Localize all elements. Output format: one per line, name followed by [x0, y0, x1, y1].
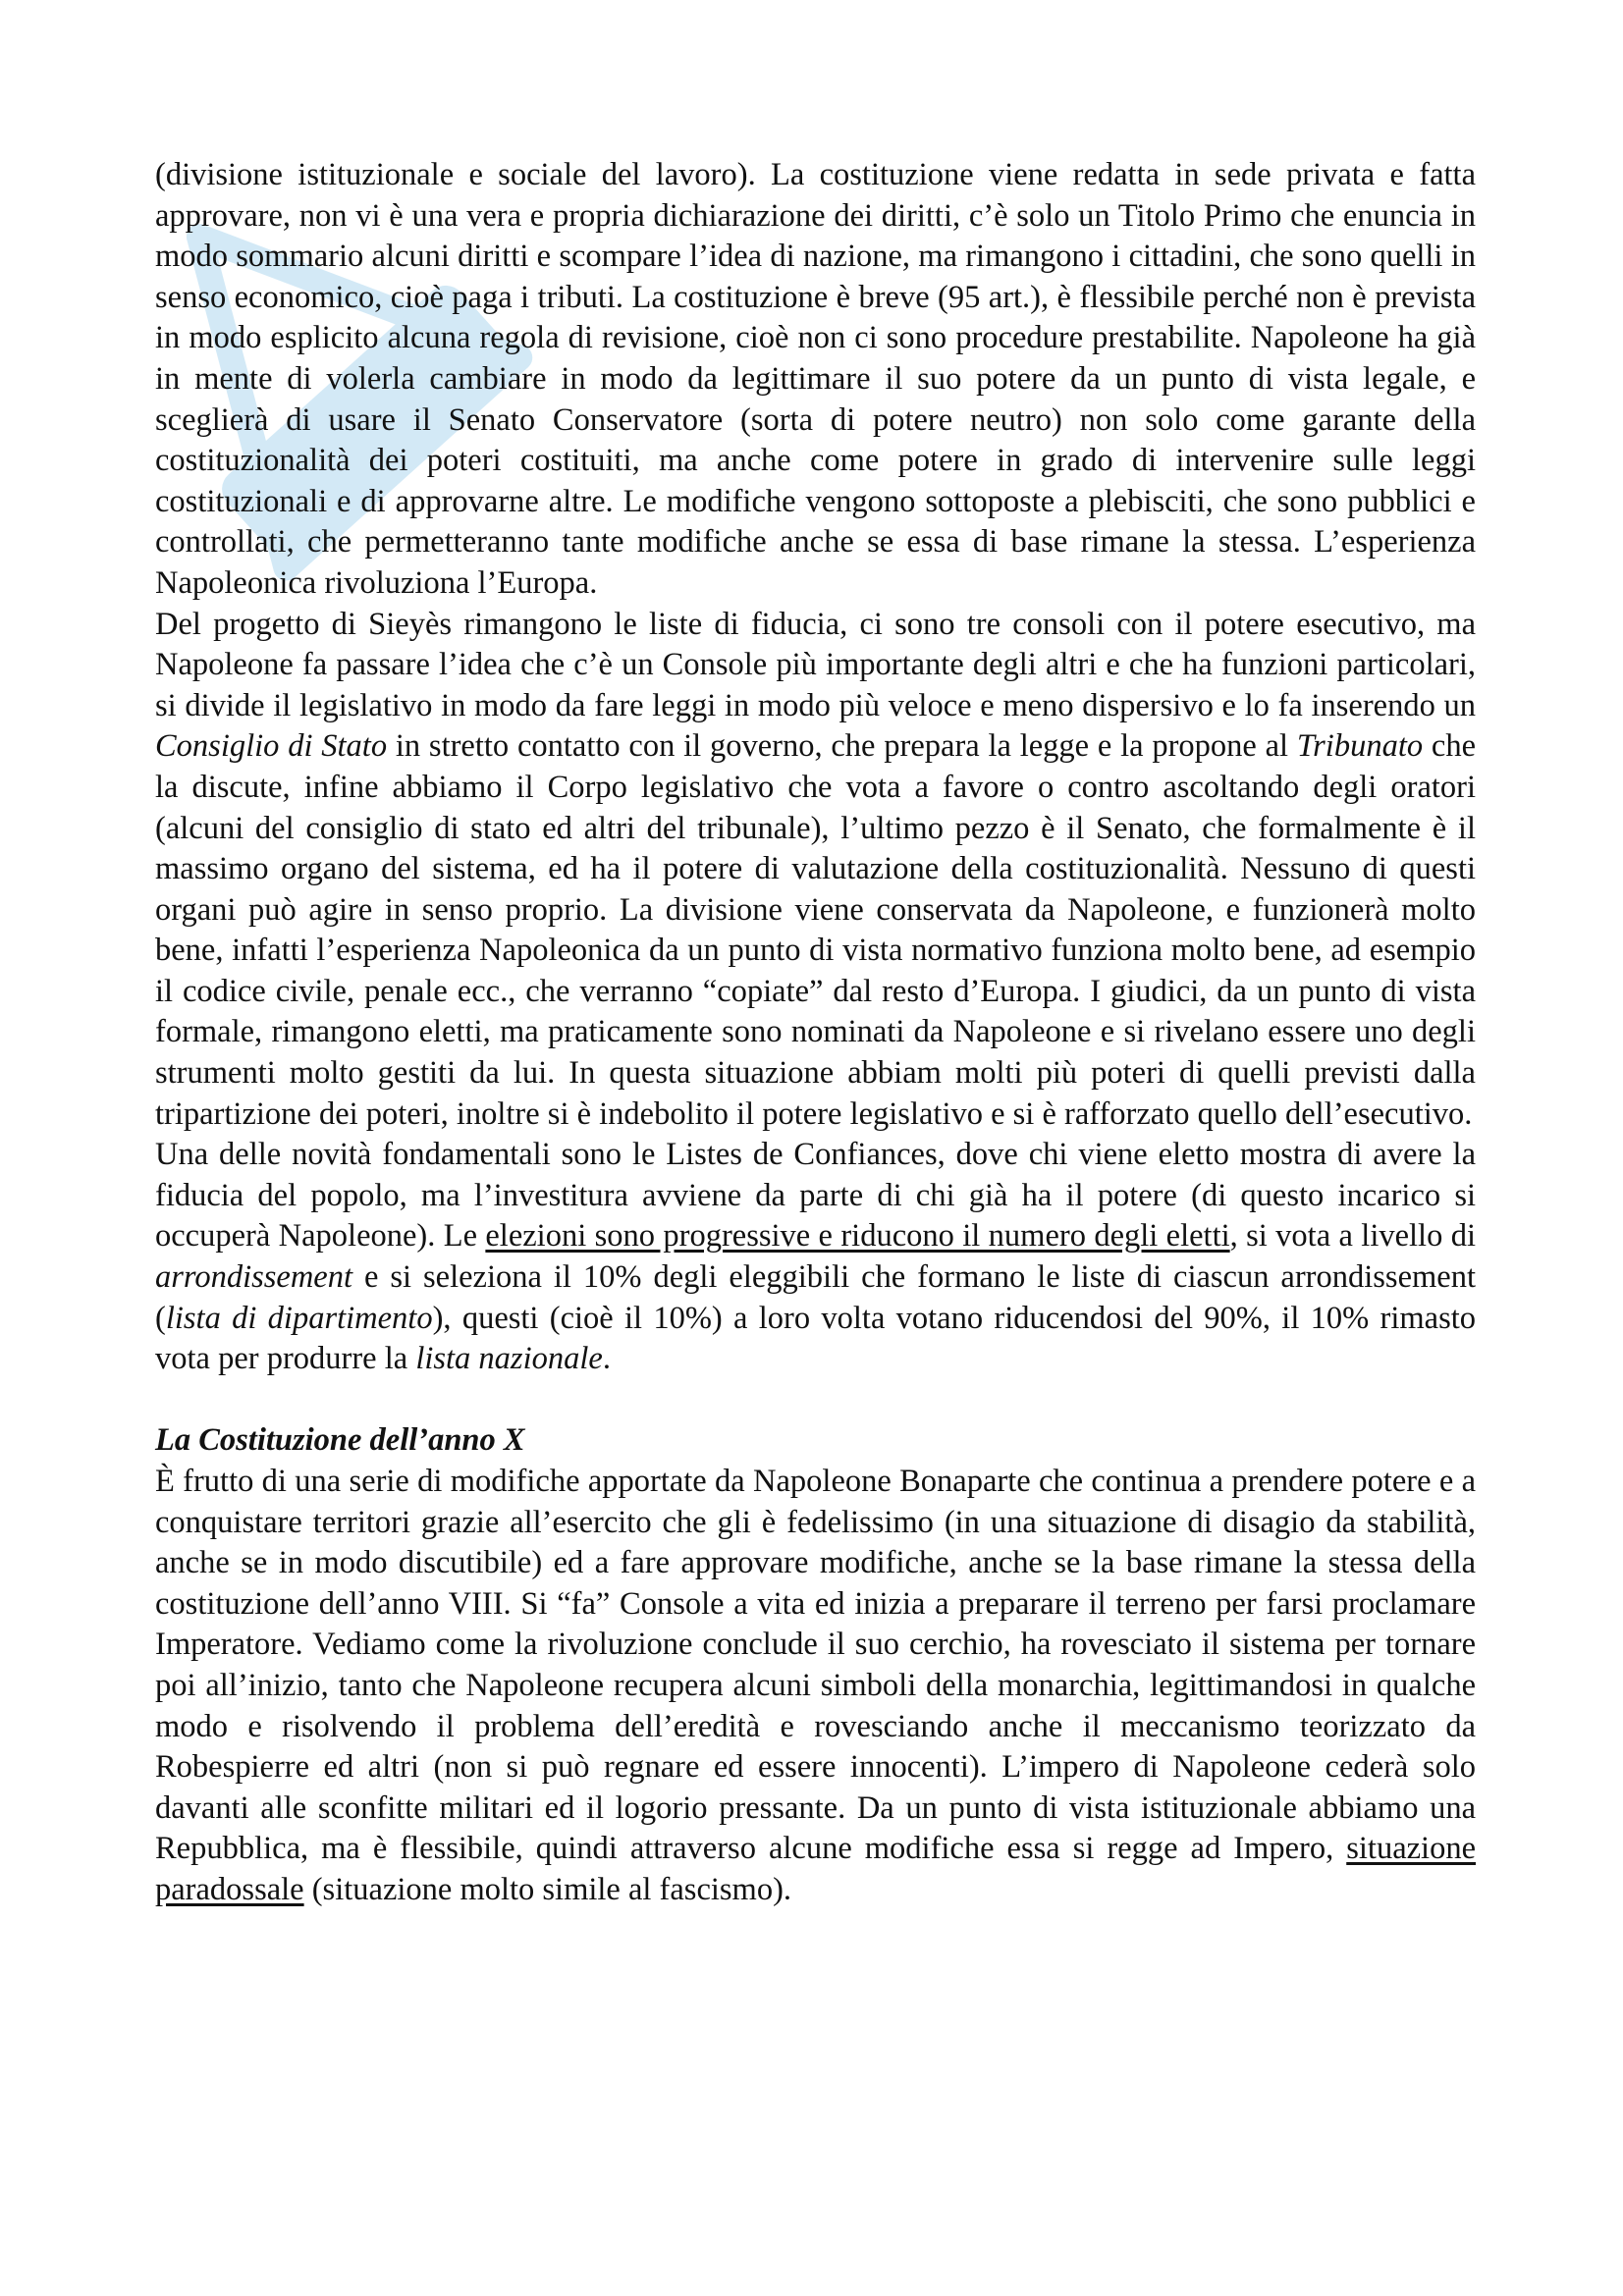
- paragraph-text: che la discute, infine abbiamo il Corpo legislativo che vota a favore o contro ascoltando degli oratori (alcuni del consiglio di stato ed altri del tribunale), l’ultimo pezzo è il Senato, che formalmente è il massimo organo del sistema, ed ha il potere di valutazione della costituzionalità. Nessuno di questi organi può agire in senso proprio. La divisione viene conservata da Napoleone, e funzionerà molto bene, infatti l’esperienza Napoleonica da un punto di vista normativo funziona molto bene, ad esempio il codice civile, penale ecc., che verranno “copiate” dal resto d’Europa. I giudici, da un punto di vista formale, rimangono eletti, ma praticamente sono nominati da Napoleone e si rivelano essere uno degli strumenti molto gestiti da lui. In questa situazione abbiam molti più poteri di quelli previsti dalla tripartizione dei poteri, inoltre si è indebolito il potere legislativo e si è rafforzato quello dell’esecutivo.: [155, 728, 1476, 1132]
- paragraph-text: .: [602, 1341, 611, 1377]
- emphasis-consiglio-di-stato: Consiglio di Stato: [155, 728, 388, 765]
- emphasis-arrondissement: arrondissement: [155, 1259, 353, 1296]
- emphasis-lista-nazionale: lista nazionale: [415, 1341, 603, 1377]
- paragraph-text: È frutto di una serie di modifiche apportate da Napoleone Bonaparte che continua a prendere potere e a conquistare territori grazie all’esercito che gli è fedelissimo (in una situazione di disagio da stabilità, anche se in modo discutibile) ed a fare approvare modifiche, anche se la base rimane la stessa della costituzione dell’anno VIII. Si “fa” Console a vita ed inizia a preparare il terreno per farsi proclamare Imperatore. Vediamo come la rivoluzione conclude il suo cerchio, ha rovesciato il sistema per tornare poi all’inizio, tanto che Napoleone recupera alcuni simboli della monarchia, legittimandosi in qualche modo e risolvendo il problema dell’eredità e rovesciando anche il meccanismo teorizzato da Robespierre ed altri (non si può regnare ed essere innocenti). L’impero di Napoleone cederà solo davanti alle sconfitte militari ed il logorio pressante. Da un punto di vista istituzionale abbiamo una Repubblica, ma è flessibile, quindi attraverso alcune modifiche essa si regge ad Impero,: [155, 1464, 1476, 1867]
- paragraph-text: ), questi (cioè il 10%) a loro volta votano riducendosi del 90%, il 10% rimasto vota per produrre la: [155, 1300, 1476, 1377]
- paragraph-text: (divisione istituzionale e sociale del lavoro). La costituzione viene redatta in sede privata e fatta approvare, non vi è una vera e propria dichiarazione dei diritti, c’è solo un Titolo Primo che enuncia in modo sommario alcuni diritti e scompare l’idea di nazione, ma rimangono i cittadini, che sono quelli in senso economico, cioè paga i tributi. La costituzione è breve (95 art.), è flessibile perché non è prevista in modo esplicito alcuna regola di revisione, cioè non ci sono procedure prestabilite. Napoleone ha già in mente di volerla cambiare in modo da legittimare il suo potere da un punto di vista legale, e sceglierà di usare il Senato Conservatore (sorta di potere neutro) non solo come garante della costituzionalità dei poteri costituiti, ma anche come potere in grado di intervenire sulle leggi costituzionali e di approvarne altre. Le modifiche vengono sottoposte a plebisciti, che sono pubblici e controllati, che permetteranno tante modifiche anche se essa di base rimane la stessa. L’esperienza Napoleonica rivoluziona l’Europa.: [155, 157, 1476, 601]
- paragraph-text: in stretto contatto con il governo, che prepara la legge e la propone al: [387, 728, 1297, 765]
- paragraph-listes-de-confiances: [155, 1135, 1476, 1380]
- paragraph-text: (situazione molto simile al fascismo).: [303, 1871, 792, 1907]
- paragraph-text: e si seleziona il 10% degli eleggibili che formano le liste di ciascun arrondissement (: [155, 1259, 1476, 1336]
- underline-elezioni-progressive: elezioni sono progressive e riducono il numero degli eletti: [485, 1218, 1230, 1255]
- paragraph-anno-x: [155, 1462, 1476, 1911]
- document-body: [155, 155, 1476, 1911]
- emphasis-tribunato: Tribunato: [1296, 728, 1424, 765]
- paragraph-text: , si vota a livello di: [1229, 1218, 1476, 1255]
- paragraph-constitution-overview: [155, 155, 1476, 605]
- paragraph-text: Del progetto di Sieyès rimangono le liste di fiducia, ci sono tre consoli con il potere esecutivo, ma Napoleone fa passare l’idea che c’è un Console più importante degli altri e che ha funzioni particolari, si divide il legislativo in modo da fare leggi in modo più veloce e meno dispersivo e lo fa inserendo un: [155, 606, 1476, 723]
- paragraph-sieyes-project: [155, 605, 1476, 1136]
- section-heading: La Costituzione dell’anno X: [155, 1422, 525, 1459]
- emphasis-lista-di-dipartimento: lista di dipartimento: [165, 1300, 433, 1336]
- underline-situazione-paradossale: situazione paradossale: [155, 1831, 1476, 1907]
- paragraph-text: Una delle novità fondamentali sono le Listes de Confiances, dove chi viene eletto mostra di avere la fiducia del popolo, ma l’investitura avviene da parte di chi già ha il potere (di questo incarico si occuperà Napoleone). Le: [155, 1137, 1476, 1255]
